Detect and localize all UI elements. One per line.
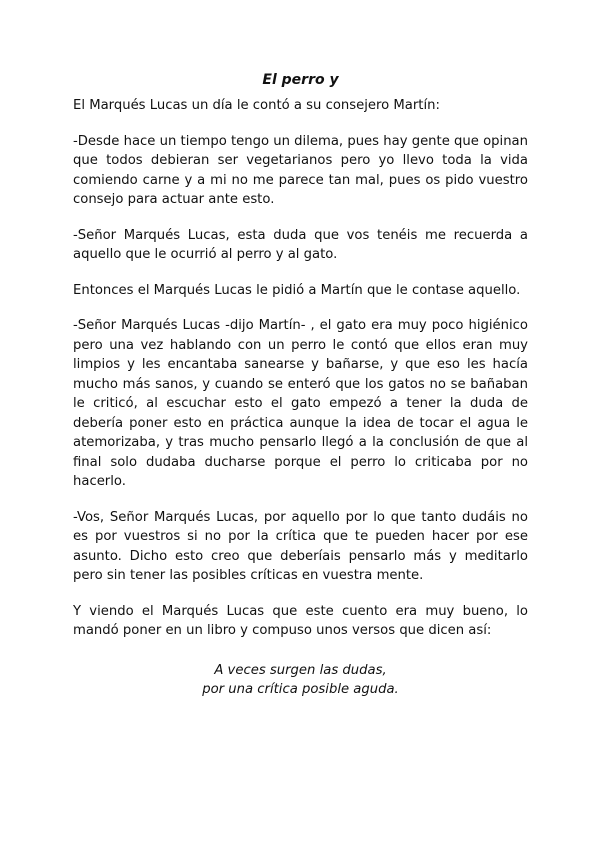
document-page [73,70,528,700]
paragraph-intro: El Marqués Lucas un día le contó a su consejero Martín: [73,98,440,113]
paragraph-advice: -Vos, Señor Marqués Lucas, por aquello por lo que tanto dudáis no es por vuestros si no por la crítica que te pueden hacer por ese asunto. Dicho esto creo que deberíais pensarlo más y meditarlo pero sin tener las posibles críticas en vuestra mente. [73,509,528,583]
verse-line: A veces surgen las dudas, [214,662,387,678]
paragraph-story: -Señor Marqués Lucas -dijo Martín- , el gato era muy poco higiénico pero una vez hablando con un perro le contó que ellos eran muy limpios y les encantaba sanearse y bañarse, y que eso les hacía mucho más sanos, y cuando se enteró que los gatos no se bañaban le criticó, al escuchar esto el gato empezó a tener la duda de debería poner esto en práctica aunque la idea de tocar el agua le atemorizaba, y tras mucho pensarlo llegó a la conclusión de que al final solo dudaba ducharse porque el perro lo criticaba por no hacerlo. [73,318,528,489]
paragraph-request: Entonces el Marqués Lucas le pidió a Martín que le contase aquello. [73,282,521,298]
document-title: El perro y [262,72,339,88]
verse-line: por una crítica posible aguda. [202,682,399,697]
paragraph-reply: -Señor Marqués Lucas, esta duda que vos tenéis me recuerda a aquello que le ocurrió al perro y al gato. [73,227,528,262]
paragraph-dilemma: -Desde hace un tiempo tengo un dilema, pues hay gente que opinan que todos debieran ser vegetarianos pero yo llevo toda la vida comiendo carne y a mi no me parece tan mal, pues os pido vuestro consejo para actuar ante esto. [73,133,528,207]
paragraph-conclusion: Y viendo el Marqués Lucas que este cuento era muy bueno, lo mandó poner en un libro y compuso unos versos que dicen así: [73,603,528,638]
moral-verse [73,661,528,700]
